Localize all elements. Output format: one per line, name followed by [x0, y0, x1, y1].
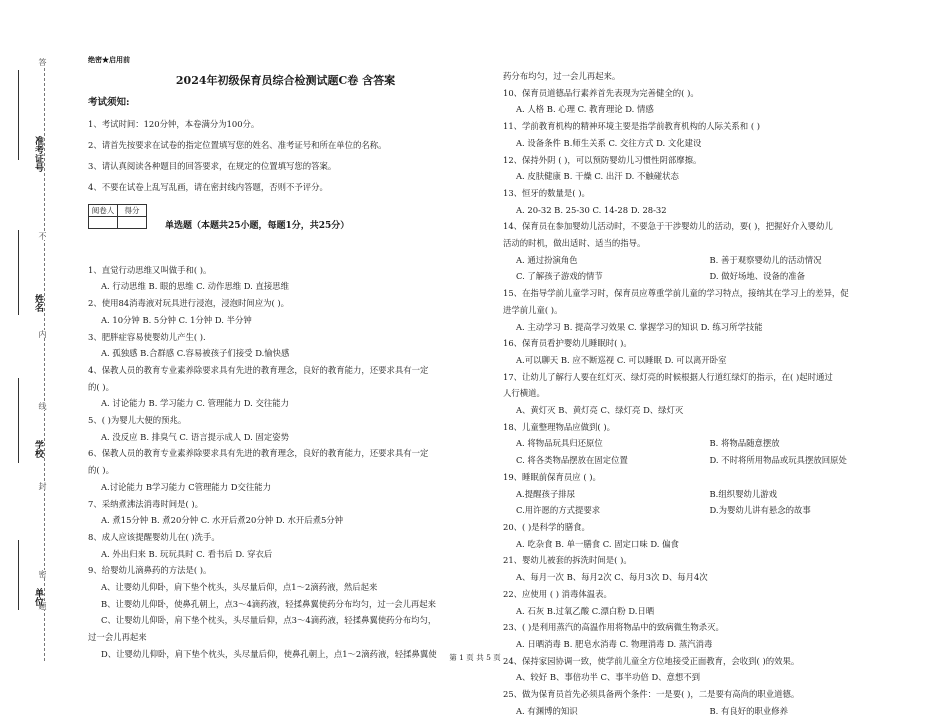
answer-option[interactable]: C. 将各类物品摆放在固定位置: [516, 455, 628, 466]
answer-options: [503, 452, 903, 469]
answer-options[interactable]: D、让婴幼儿仰卧，肩下垫个枕头，头尽量后仰，使鼻孔朝上，点1～2滴药液，轻揉鼻翼使: [101, 648, 437, 659]
answer-options[interactable]: A、让婴幼儿仰卧，肩下垫个枕头，头尽量后仰，点1～2滴药液，然后起来: [101, 582, 378, 593]
question-text: 19、睡眠前保育员应 ( )。: [503, 471, 601, 482]
question-text: 的( )。: [88, 381, 114, 392]
answer-option[interactable]: A.提醒孩子排尿: [516, 488, 575, 499]
answer-option[interactable]: C.用许愿的方式提要求: [516, 505, 601, 516]
answer-option[interactable]: A. 将物品玩具归还原位: [516, 438, 603, 449]
page-number: 第 1 页 共 5 页: [449, 653, 501, 662]
question-text: 10、保育员道德品行素养首先表现为完善健全的( )。: [503, 87, 699, 98]
question-text: 人行横道。: [503, 388, 545, 399]
answer-option[interactable]: D.为婴幼儿讲有悬念的故事: [709, 505, 811, 516]
question-text: 7、采纳煮沸法消毒时间是( )。: [88, 498, 204, 509]
answer-options[interactable]: A. 讨论能力 B. 学习能力 C. 管理能力 D. 交往能力: [101, 398, 290, 409]
question-text: 11、学前教育机构的精神环境主要是指学前教育机构的人际关系和 ( ): [503, 121, 761, 132]
score-cell[interactable]: [118, 216, 147, 228]
school-label: 学校: [33, 440, 43, 458]
question-text: 6、保教人员的教育专业素养除要求具有先进的教育理念，良好的教育能力，还要求具有一定: [88, 448, 429, 459]
score-table: [88, 204, 147, 229]
left-column: [88, 55, 483, 663]
notice-item: 1、考试时间：120分钟，本卷满分为100分。: [88, 118, 260, 129]
answer-options: [503, 268, 903, 285]
answer-option[interactable]: B. 善于观察婴幼儿的活动情况: [709, 254, 822, 265]
answer-options[interactable]: A. 煮15分钟 B. 煮20分钟 C. 水开后煮20分钟 D. 水开后煮5分钟: [101, 515, 344, 526]
question-list: [503, 68, 903, 719]
answer-options: [503, 486, 903, 503]
seal-word: 封: [38, 482, 47, 490]
right-column: [503, 68, 903, 719]
question-text: 18、儿童整理物品应做到( )。: [503, 421, 615, 432]
question-text: 2、使用84消毒液对玩具进行浸泡，浸泡时间应为( )。: [88, 298, 290, 309]
notice-item: 3、请认真阅读各种题目的回答要求，在规定的位置填写您的答案。: [88, 160, 337, 171]
score-header: 得分: [118, 204, 147, 216]
question-text: 活动的时机，做出适时、适当的指导。: [503, 238, 646, 249]
unit-label: 单位: [33, 588, 43, 606]
answer-options[interactable]: A、黄灯灭 B、黄灯亮 C、绿灯亮 D、绿灯灭: [516, 405, 684, 416]
question-text: 22、应使用 ( ) 消毒体温表。: [503, 588, 612, 599]
notice-item: 2、请首先按要求在试卷的指定位置填写您的姓名、准考证号和所在单位的名称。: [88, 139, 387, 150]
page-title: 2024年初级保育员综合检测试题C卷 含答案: [175, 74, 396, 87]
answer-options[interactable]: A、每月一次 B、每月2次 C、每月3次 D、每月4次: [516, 572, 708, 583]
answer-options[interactable]: A. 石灰 B.过氧乙酸 C.漂白粉 D.日晒: [516, 605, 655, 616]
seal-word: 密: [38, 570, 47, 578]
answer-options[interactable]: A. 设备条件 B.师生关系 C. 交往方式 D. 文化建设: [516, 137, 702, 148]
answer-options[interactable]: A.讨论能力 B学习能力 C管理能力 D交往能力: [101, 481, 271, 492]
question-text: 1、直觉行动思维又叫做手和( )。: [88, 264, 212, 275]
question-text: 8、成人应该提醒婴幼儿在( )洗手。: [88, 531, 220, 542]
answer-options[interactable]: A. 人格 B. 心理 C. 教育理论 D. 情感: [516, 104, 654, 115]
notice-heading: 考试须知:: [88, 97, 130, 108]
seal-word: 题: [38, 602, 47, 610]
answer-option[interactable]: B.组织婴幼儿游戏: [709, 488, 777, 499]
name-field[interactable]: [18, 230, 19, 315]
answer-options[interactable]: A. 日晒消毒 B. 肥皂水消毒 C. 物理消毒 D. 蒸汽消毒: [516, 638, 713, 649]
grader-cell[interactable]: [89, 216, 118, 228]
question-text: 13、恒牙的数量是( )。: [503, 187, 590, 198]
question-text: 25、做为保育员首先必须具备两个条件：一是要( )，二是要有高尚的职业道德。: [503, 689, 800, 700]
exam-number-label: 准考证号: [33, 136, 43, 172]
answer-options[interactable]: A、较好 B、事倍功半 C、事半功倍 D、意想不到: [516, 672, 701, 683]
question-text: 的( )。: [88, 465, 114, 476]
answer-options: [503, 502, 903, 519]
seal-word: 答: [38, 58, 47, 66]
answer-options[interactable]: A.可以聊天 B. 应不断巡视 C. 可以睡眠 D. 可以离开卧室: [516, 354, 727, 365]
answer-options[interactable]: C、让婴幼儿仰卧，肩下垫个枕头，头尽量后仰，点3～4滴药液，轻揉鼻翼使药分布均匀，: [101, 615, 437, 626]
answer-options: [503, 703, 903, 719]
seal-word: 不: [38, 232, 47, 240]
answer-options[interactable]: A. 10分钟 B. 5分钟 C. 1分钟 D. 半分钟: [101, 314, 252, 325]
exam-number-field[interactable]: [18, 70, 19, 160]
answer-options[interactable]: A. 吃杂食 B. 单一膳食 C. 固定口味 D. 偏食: [516, 538, 679, 549]
answer-option[interactable]: A. 有渊博的知识: [516, 705, 578, 716]
answer-option[interactable]: D. 做好场地、设备的准备: [709, 271, 805, 282]
answer-options[interactable]: A. 20-32 B. 25-30 C. 14-28 D. 28-32: [516, 204, 667, 215]
question-text: 4、保教人员的教育专业素养除要求具有先进的教育理念，良好的教育能力，还要求具有一定: [88, 364, 429, 375]
question-text: 过一会儿再起来: [88, 632, 147, 643]
answer-options[interactable]: A. 皮肤健康 B. 干燥 C. 出汗 D. 不触碰状态: [516, 171, 679, 182]
answer-options: [503, 435, 903, 452]
unit-field[interactable]: [18, 540, 19, 610]
question-text: 16、保育员看护婴幼儿睡眠时( )。: [503, 338, 632, 349]
question-text: 5、( )为婴儿大便的预兆。: [88, 415, 187, 426]
question-text: 17、让幼儿了解行人要在红灯灭、绿灯亮的时候根据人行道红绿灯的指示，在( )起时通过: [503, 371, 833, 382]
question-text: 15、在指导学前儿童学习时，保育员应尊重学前儿童的学习特点，接纳其在学习上的差异，促: [503, 288, 849, 299]
score-row: [88, 204, 483, 238]
question-text: 24、保持家园协调一致，使学前儿童全方位地接受正面教育，会收到( )的效果。: [503, 655, 800, 666]
answer-option[interactable]: B. 将物品随意摆放: [709, 438, 780, 449]
grader-header: 阅卷人: [89, 204, 118, 216]
answer-options[interactable]: A. 没反应 B. 排臭气 C. 语言提示成人 D. 固定姿势: [101, 431, 290, 442]
question-text: 3、肥胖症容易使婴幼儿产生( ).: [88, 331, 206, 342]
question-text: 9、给婴幼儿滴鼻药的方法是( )。: [88, 565, 212, 576]
question-text: 进学前儿童( )。: [503, 304, 563, 315]
question-list: [88, 262, 483, 663]
answer-options[interactable]: A. 孤独感 B.合群感 C.容易被孩子们接受 D.愉快感: [101, 348, 290, 359]
school-field[interactable]: [18, 378, 19, 463]
question-text: 12、保持外阴 ( )，可以预防婴幼儿习惯性阴部摩擦。: [503, 154, 702, 165]
question-text: 14、保育员在参加婴幼儿活动时，不要急于干涉婴幼儿的活动，要( )，把握好介入婴幼儿: [503, 221, 833, 232]
secret-mark: 绝密★启用前: [88, 55, 130, 64]
question-text: 23、( )是利用蒸汽的高温作用将物品中的致病微生物杀灭。: [503, 622, 724, 633]
name-label: 姓名: [33, 294, 43, 312]
answer-option[interactable]: B. 有良好的职业修养: [709, 705, 788, 716]
question-text: 20、( )是科学的膳食。: [503, 521, 590, 532]
answer-options[interactable]: B、让婴幼儿仰卧，使鼻孔朝上，点3～4滴药液，轻揉鼻翼使药分布均匀，过一会儿再起来: [101, 598, 437, 609]
question-text: 21、婴幼儿被套的拆洗时间是( )。: [503, 555, 632, 566]
answer-options[interactable]: A. 行动思维 B. 眼的思维 C. 动作思维 D. 直接思维: [101, 281, 290, 292]
question-text: 药分布均匀，过一会儿再起来。: [503, 71, 621, 81]
notice-item: 4、不要在试卷上乱写乱画，请在密封线内答题，否则不予评分。: [88, 181, 328, 192]
binding-margin: [0, 0, 58, 671]
exam-notice: [88, 95, 483, 198]
answer-options: [503, 252, 903, 269]
seal-word: 内: [38, 330, 47, 338]
answer-option[interactable]: A. 通过扮演角色: [516, 254, 578, 265]
answer-options[interactable]: A. 主动学习 B. 提高学习效果 C. 掌握学习的知识 D. 练习所学技能: [516, 321, 763, 332]
answer-option[interactable]: D. 不时将所用物品或玩具摆放回原处: [709, 455, 847, 466]
seal-word: 线: [38, 402, 47, 410]
section-title: 单选题（本题共25小题，每题1分，共25分）: [165, 220, 350, 231]
answer-options[interactable]: A. 外出归来 B. 玩玩具时 C. 看书后 D. 穿衣后: [101, 548, 273, 559]
answer-option[interactable]: C. 了解孩子游戏的情节: [516, 271, 603, 282]
